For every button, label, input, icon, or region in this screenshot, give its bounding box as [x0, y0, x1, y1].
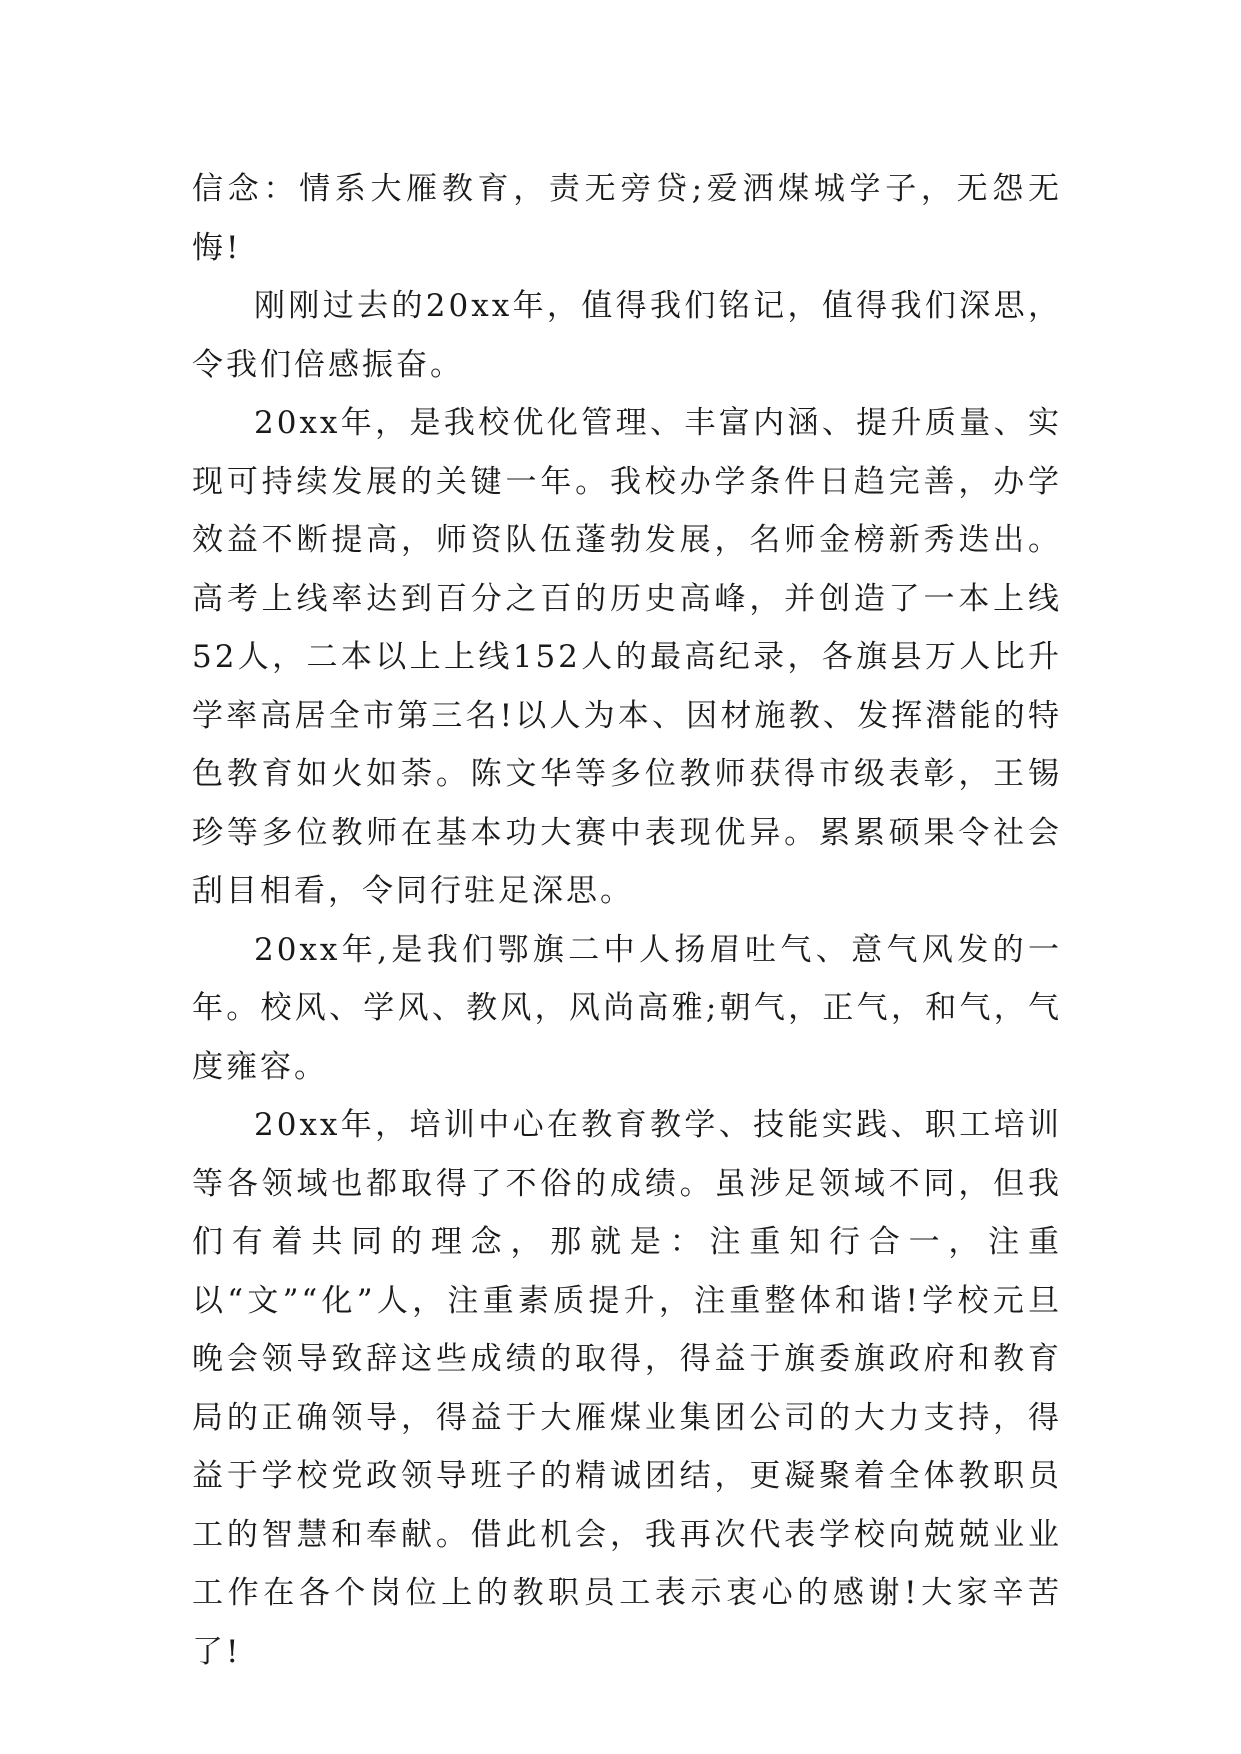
paragraph-3: 20xx年，是我校优化管理、丰富内涵、提升质量、实现可持续发展的关键一年。我校办学条件日趋完善，办学效益不断提高，师资队伍蓬勃发展，名师金榜新秀迭出。高考上线率达到百分之百的历史高峰，并创造了一本上线52人，二本以上上线152人的最高纪录，各旗县万人比升学率高居全市第三名!以人为本、因材施教、发挥潜能的特色教育如火如荼。陈文华等多位教师获得市级表彰，王锡珍等多位教师在基本功大赛中表现优异。累累硕果令社会刮目相看，令同行驻足深思。 [192, 405, 1062, 909]
paragraph-2: 刚刚过去的20xx年，值得我们铭记，值得我们深思，令我们倍感振奋。 [192, 288, 1062, 383]
paragraph-1: 信念：情系大雁教育，责无旁贷;爱洒煤城学子，无怨无悔! [192, 171, 1062, 266]
paragraph-5: 20xx年，培训中心在教育教学、技能实践、职工培训等各领域也都取得了不俗的成绩。虽涉足领域不同，但我们有着共同的理念，那就是：注重知行合一，注重以“文”“化”人，注重素质提升，注重整体和谐!学校元旦晚会领导致辞这些成绩的取得，得益于旗委旗政府和教育局的正确领导，得益于大雁煤业集团公司的大力支持，得益于学校党政领导班子的精诚团结，更凝聚着全体教职员工的智慧和奉献。借此机会，我再次代表学校向兢兢业业工作在各个岗位上的教职员工表示衷心的感谢!大家辛苦了! [192, 1107, 1062, 1670]
document-body [192, 160, 1062, 1681]
paragraph-4: 20xx年,是我们鄂旗二中人扬眉吐气、意气风发的一年。校风、学风、教风，风尚高雅;朝气，正气，和气，气度雍容。 [192, 931, 1062, 1085]
